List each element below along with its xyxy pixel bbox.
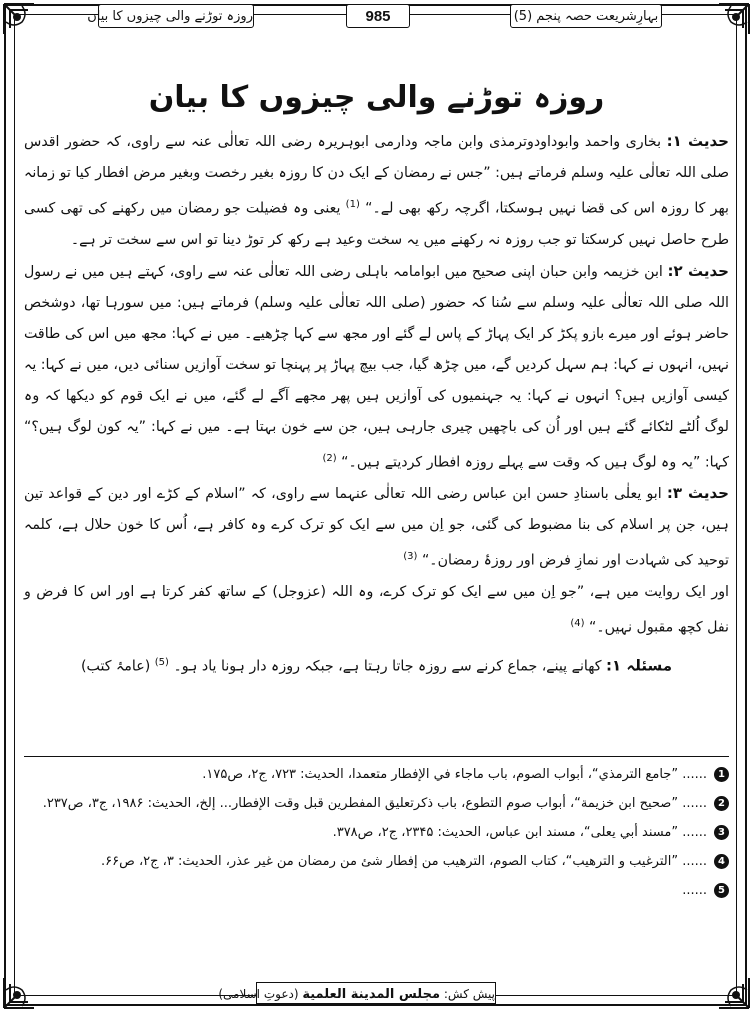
footnote-text: ”صحيح ابن خزيمة“، أبواب صوم التطوع، باب ذكرتعليق المفطرين قبل وقت الإفطار... إلخ، الحديث: ۱۹۸۶، ج۳، ص۲۳۷. — [42, 796, 679, 811]
hadith-3-narration-text: اور ایک روایت میں ہے، ”جو اِن میں سے ایک کو ترک کرے، وہ اللہ (عزوجل) کے ساتھ کفر کرتا ہے اور اس کا فرض و نفل کچھ مقبول نہیں۔“ — [24, 584, 729, 636]
publisher-box — [218, 982, 496, 1004]
footnote-number: 5 — [714, 883, 729, 898]
footnote-leader: ...... — [682, 796, 707, 811]
hadith-2-text: ابن خزیمہ وابن حبان اپنی صحیح میں ابوامامہ باہلی رضی اللہ تعالٰی عنہ سے راوی، کہتے ہیں میں نے رسول اللہ صلی اللہ تعالٰی علیہ وسلم سے سُنا کہ حضور (صلی اللہ تعالٰی علیہ وسلم) فرماتے ہیں: میں سورہا تھا، دوشخص حاضر ہوئے اور میرے بازو پکڑ کر ایک پہاڑ کے پاس لے گئے اور مجھ سے کہا چڑھیے۔ میں نے کہا: مجھ میں اس کی طاقت نہیں، انہوں نے کہا: ہم سہل کردیں گے، میں چڑھ گیا، جب بیچ پہاڑ پر پہنچا تو سخت آوازیں سنائی دیں، میں نے کہا: یہ کیسی آوازیں ہیں؟ انہوں نے کہا: یہ جہنمیوں کی آوازیں ہیں پھر مجھے آگے لے گئے، میں نے ایک قوم کو دیکھا کہ وہ لوگ اُلٹے لٹکائے گئے ہیں اور اُن کی باچھیں چیری جارہی ہیں، جن سے خون بہتا ہے۔ میں نے کہا: ”یہ کون لوگ ہیں؟“ کہا: ”یہ وہ لوگ ہیں کہ وقت سے پہلے روزہ افطار کردیتے ہیں۔“ — [24, 263, 729, 471]
footnote-4 — [24, 847, 729, 876]
hadith-1 — [24, 126, 729, 256]
footnote-1 — [24, 760, 729, 789]
hadith-3-ref-2: (4) — [570, 618, 585, 630]
footnote-leader: ...... — [682, 883, 707, 898]
footnote-5 — [24, 876, 729, 905]
footnote-text: ”جامع الترمذي“، أبواب الصوم، باب ماجاء في الإفطار متعمدا، الحديث: ۷۲۳، ج۲، ص۱۷۵. — [202, 767, 679, 782]
footnote-2 — [24, 789, 729, 818]
masala-text: کھانے پینے، جماع کرنے سے روزہ جاتا رہتا ہے، جبکہ روزہ دار ہونا یاد ہو۔ — [173, 658, 602, 675]
footnote-number: 1 — [714, 767, 729, 782]
footnote-leader: ...... — [682, 825, 707, 840]
page-title: روزہ توڑنے والی چیزوں کا بیان — [148, 80, 605, 115]
footnote-leader: ...... — [682, 767, 707, 782]
hadith-2-ref: (2) — [322, 452, 337, 464]
hadith-3-label: حدیث ۳: — [666, 484, 729, 503]
footnote-leader: ...... — [682, 854, 707, 869]
book-title-header: بہارِشریعت حصہ پنجم (5) — [510, 4, 662, 28]
footnote-number: 2 — [714, 796, 729, 811]
publisher-sub: (دعوتِ اسلامی) — [218, 987, 299, 1001]
hadith-2 — [24, 256, 729, 479]
masala-label: مسئلہ ۱: — [606, 656, 673, 675]
chapter-title-header: روزہ توڑنے والی چیزوں کا بیان — [98, 4, 254, 28]
hadith-1-label: حدیث ۱: — [666, 132, 729, 150]
footnote-divider — [24, 756, 729, 757]
publisher-name: مجلس المدينة العلمية — [302, 987, 441, 1002]
hadith-3-narration — [24, 577, 729, 644]
hadith-1-text: بخاری واحمد وابوداودوترمذی وابن ماجہ ودارمی ابوہریرہ رضی اللہ تعالٰی عنہ سے راوی، کہ حضور اقدس صلی اللہ تعالٰی علیہ وسلم فرماتے ہیں: ”جس نے رمضان کے ایک دن کا روزہ بغیر رخصت وبغیر مرض افطار کیا تو زمانہ بھر کا روزہ اس کی قضا نہیں ہوسکتا، اگرچہ رکھ بھی لے۔“ — [24, 134, 729, 217]
footnote-text: ”مسند أبي يعلى“، مسند ابن عباس، الحديث: ۲۳۴۵، ج۲، ص۳۷۸. — [332, 825, 679, 840]
footnote-3 — [24, 818, 729, 847]
footnotes — [24, 760, 729, 905]
main-text — [24, 70, 729, 682]
hadith-3 — [24, 478, 729, 577]
hadith-1-commentary: یعنی وہ فضیلت جو رمضان میں رکھنے کی تھی کسی طرح حاصل نہیں کرسکتا تو جب روزہ نہ رکھنے میں یہ سخت وعید ہے رکھ کر توڑ دینا تو اس سے سخت تر ہے۔ — [24, 200, 729, 248]
running-header — [0, 4, 753, 30]
masala-1 — [24, 648, 729, 682]
hadith-1-ref: (1) — [345, 199, 360, 210]
footnote-number: 3 — [714, 825, 729, 840]
masala-ref: (5) — [154, 656, 169, 668]
footnote-text: ”الترغيب و الترهيب“، كتاب الصوم، الترهيب من إفطار شئ من رمضان من غير عذر، الحديث: ۳، ج۲، ص۶۶. — [101, 854, 679, 869]
hadith-2-label: حدیث ۲: — [667, 261, 729, 280]
page-number: 985 — [346, 4, 410, 28]
running-footer — [0, 982, 753, 1008]
footnote-number: 4 — [714, 854, 729, 869]
masala-source: (عامۂ کتب) — [80, 658, 151, 675]
hadith-3-text: ابو یعلٰی باسنادِ حسن ابن عباس رضی اللہ تعالٰی عنہما سے راوی، کہ ”اسلام کے کڑے اور دین کے قواعد تین ہیں، جن پر اسلام کی بنا مضبوط کی گئی، جو اِن میں سے ایک کو ترک کرے وہ کافر ہے، اُس کا خون حلال ہے، کلمہ توحید کی شہادت اور نمازِ فرض اور روزۂ رمضان۔“ — [24, 486, 729, 570]
hadith-3-ref: (3) — [403, 551, 418, 563]
presented-by-label: پیش کش: — [443, 987, 495, 1001]
